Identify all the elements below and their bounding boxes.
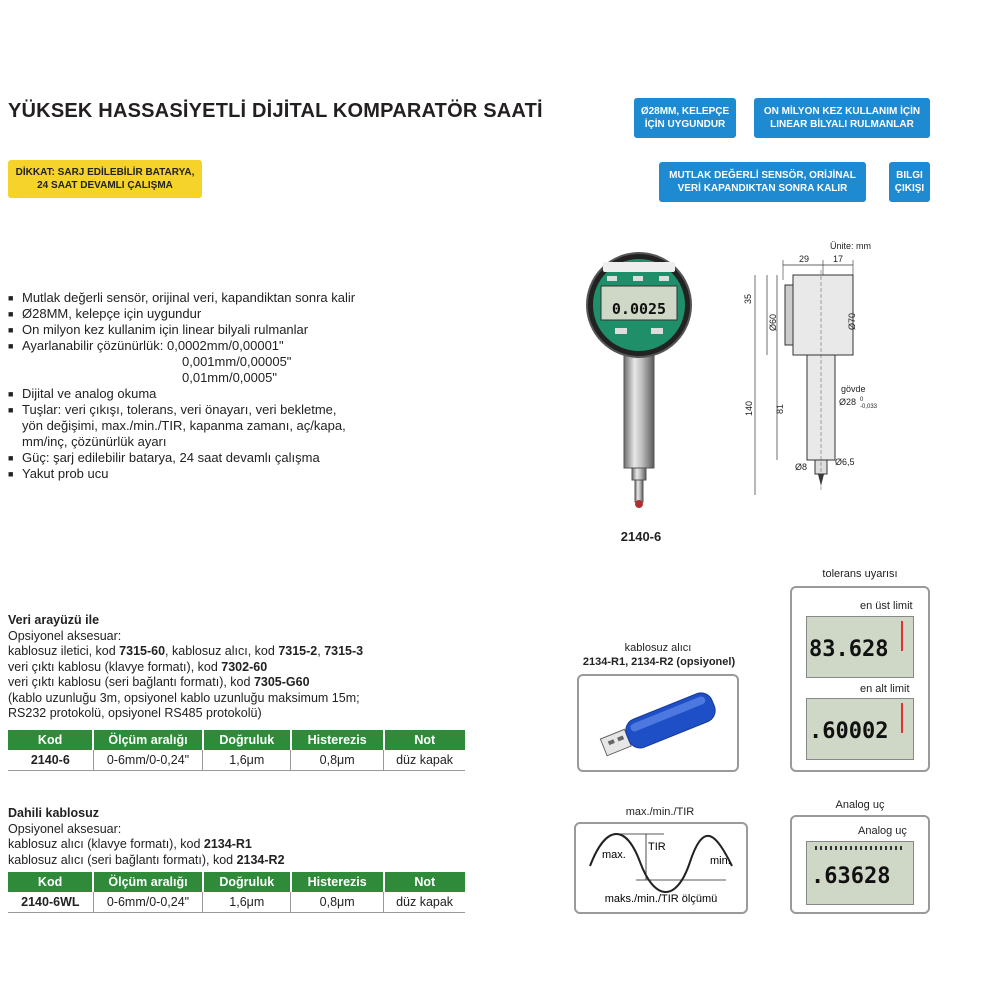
technical-drawing — [735, 240, 900, 500]
receiver-caption: kablosuz alıcı — [624, 642, 692, 654]
svg-text:-0,033: -0,033 — [860, 404, 878, 410]
unit-label: Ünite: mm — [830, 241, 872, 251]
svg-text:Ø70: Ø70 — [847, 312, 857, 330]
tir-wave-diagram — [576, 824, 746, 912]
analog-inner-label: Analog uç — [858, 825, 907, 837]
svg-text:max.: max. — [602, 849, 626, 861]
digital-indicator-image — [585, 250, 695, 520]
badge-data-output: BILGI ÇIKIŞI — [889, 162, 930, 202]
svg-text:Ø60: Ø60 — [768, 313, 778, 331]
lower-limit-lcd: .60002 — [806, 698, 914, 760]
product-code-label: 2140-6 — [620, 529, 662, 544]
analog-frame — [790, 815, 930, 914]
svg-text:81: 81 — [775, 403, 785, 414]
battery-warning: DİKKAT: SARJ EDİLEBİLİR BATARYA, 24 SAAT DEVAMLI ÇALIŞMA — [8, 160, 202, 198]
table-row: 2140-6 0-6mm/0-0,24" 1,6μm 0,8μm düz kapak — [8, 750, 465, 771]
page-title: YÜKSEK HASSASİYETLİ DİJİTAL KOMPARATÖR SAATİ — [8, 100, 543, 122]
svg-text:Ø6,5: Ø6,5 — [835, 457, 855, 467]
list-item: ■ Ayarlanabilir çözünürlük: 0,0002mm/0,00001" — [8, 338, 284, 353]
list-item: ■ Tuşlar: veri çıkışı, tolerans, veri önayarı, veri bekletme, — [8, 402, 337, 417]
analog-lcd: .63628 — [806, 841, 914, 905]
list-item: ■ Mutlak değerli sensör, orijinal veri, kapandiktan sonra kalir — [8, 290, 356, 305]
feature-list: ■ Mutlak değerli sensör, orijinal veri, kapandiktan sonra kalir ■ Ø28MM, kelepçe için uygundur ■ On milyon kez kullanim için linear bilyali rulmanlar ■ Ayarlanabilir çözünürlük: 0,0002mm/0,00001" 0,001mm/0,00005" 0,01mm/0,0005" ■ Dijital ve analog okuma ■ Tuşlar: veri çıkışı, tolerans, veri önayarı, veri bekletme, yön değişimi, max./min./TIR, kapanma zamanı, aç/kapa, mm/inç, çözünürlük ayarı ■ Güç: şarj edilebilir batarya, 24 saat devamlı çalışma ■ Yakut prob ucu — [8, 290, 428, 482]
receiver-codes: 2134-R1, 2134-R2 (opsiyonel) — [582, 656, 736, 668]
lower-limit-label: en alt limit — [860, 683, 910, 695]
section-data-interface: Veri arayüzü ile Opsiyonel aksesuar: kablosuz iletici, kod 7315-60, kablosuz alıcı, kod 7315-2, 7315-3 veri çıktı kablosu (klavye formatı), kod 7302-60 veri çıktı kablosu (seri bağlantı formatı), kod 7305-G60 (kablo uzunluğu 3m, opsiyonel kablo uzunluğu maksimum 15m; RS232 protokolü, opsiyonel RS485 protokolü) — [8, 613, 364, 720]
gauge-lcd-value: 0.0025 — [611, 300, 667, 318]
upper-limit-label: en üst limit — [860, 600, 913, 612]
badge-bearings: ON MİLYON KEZ KULLANIM İÇİN LINEAR BİLYALI RULMANLAR — [754, 98, 930, 138]
maxmin-caption: max./min./TIR — [625, 806, 695, 818]
svg-text:17: 17 — [833, 254, 844, 264]
list-item: ■ Ø28MM, kelepçe için uygundur — [8, 306, 202, 321]
svg-text:0: 0 — [860, 397, 864, 403]
svg-text:Ø8: Ø8 — [795, 462, 808, 472]
analog-caption: Analog uç — [835, 799, 885, 811]
badge-sensor: MUTLAK DEĞERLİ SENSÖR, ORİJİNAL VERİ KAPANDIKTAN SONRA KALIR — [659, 162, 866, 202]
spec-table-2140-6: Kod Ölçüm aralığı Doğruluk Histerezis Not 2140-6 0-6mm/0-0,24" 1,6μm 0,8μm düz kapak — [8, 730, 465, 771]
svg-text:TIR: TIR — [648, 841, 666, 853]
upper-limit-lcd: 83.628 — [806, 616, 914, 678]
badge-clamp: Ø28MM, KELEPÇE İÇİN UYGUNDUR — [634, 98, 736, 138]
tolerance-caption: tolerans uyarısı — [822, 568, 898, 580]
tolerance-frame — [790, 586, 930, 772]
spec-table-2140-6wl: Kod Ölçüm aralığı Doğruluk Histerezis Not 2140-6WL 0-6mm/0-0,24" 1,6μm 0,8μm düz kapak — [8, 872, 465, 913]
list-item: ■ Dijital ve analog okuma — [8, 386, 157, 401]
svg-text:gövde: gövde — [841, 384, 866, 394]
table-row: 2140-6WL 0-6mm/0-0,24" 1,6μm 0,8μm düz kapak — [8, 892, 465, 913]
list-item: ■ Güç: şarj edilebilir batarya, 24 saat devamlı çalışma — [8, 450, 320, 465]
receiver-frame — [577, 674, 739, 772]
section-wireless: Dahili kablosuz Opsiyonel aksesuar: kablosuz alıcı (klavye formatı), kod 2134-R1 kablosuz alıcı (seri bağlantı formatı), kod 2134-R2 — [8, 806, 285, 867]
svg-text:min.: min. — [710, 855, 731, 867]
svg-text:Ø28: Ø28 — [839, 397, 857, 407]
list-item: ■ Yakut prob ucu — [8, 466, 109, 481]
maxmin-frame — [574, 822, 748, 914]
list-item: ■ On milyon kez kullanim için linear bilyali rulmanlar — [8, 322, 309, 337]
svg-text:35: 35 — [743, 293, 753, 304]
svg-text:29: 29 — [799, 254, 810, 264]
svg-text:140: 140 — [744, 400, 754, 416]
svg-text:maks./min./TIR ölçümü: maks./min./TIR ölçümü — [604, 893, 718, 905]
usb-receiver-image — [579, 676, 737, 770]
